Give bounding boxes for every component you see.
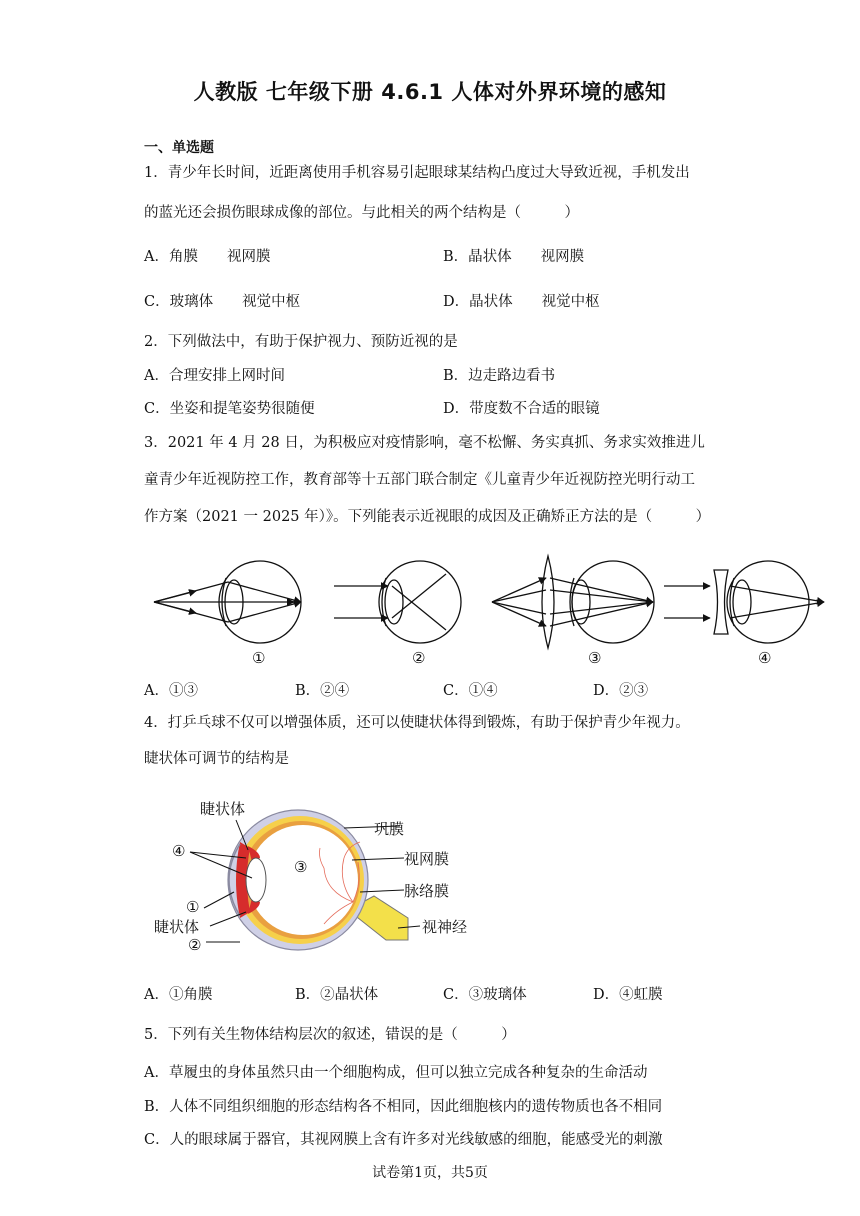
q4-option-a: A．①角膜 [144,987,213,1003]
q1-option-a: A．角膜 视网膜 [144,249,271,265]
figure-label-3: ③ [588,649,602,667]
q3-option-c: C．①④ [443,683,498,699]
q3-option-b: B．②④ [295,683,350,699]
q2-option-b: B．边走路边看书 [443,368,556,384]
label-sclera: 巩膜 [374,820,405,838]
eye-diagram-4 [664,561,824,643]
eyeball-structure-figure [148,792,488,974]
figure-label-1: ① [252,649,266,667]
q2-option-c: C．坐姿和提笔姿势很随便 [144,401,315,417]
question-3-line-3: 作方案（2021 一 2025 年）》。下列能表示近视眼的成因及正确矫正方法的是（ ） [144,509,711,525]
question-3-line-1: 3．2021 年 4 月 28 日，为积极应对疫情影响，毫不松懈、务实真抓、务求实效推进儿 [144,435,705,451]
q1-option-d: D．晶状体 视觉中枢 [443,294,600,310]
label-optic-nerve: 视神经 [422,918,468,936]
eye-diagram-3 [492,556,654,648]
figure-label-2: ② [412,649,426,667]
question-1-line-1: 1．青少年长时间，近距离使用手机容易引起眼球某结构凸度过大导致近视，手机发出 [144,165,690,181]
question-5-line-1: 5．下列有关生物体结构层次的叙述，错误的是（ ） [144,1027,516,1043]
q2-option-a: A．合理安排上网时间 [144,368,285,384]
label-number-4: ④ [172,842,186,860]
question-3-line-2: 童青少年近视防控工作，教育部等十五部门联合制定《儿童青少年近视防控光明行动工 [144,472,695,488]
label-ciliary-body-top: 睫状体 [200,800,246,818]
label-retina: 视网膜 [404,850,450,868]
label-number-1: ① [186,898,200,916]
label-number-2: ② [188,936,202,954]
page-footer: 试卷第1页，共5页 [372,1165,488,1181]
section-heading: 一、单选题 [144,140,214,156]
page-title: 人教版 七年级下册 4.6.1 人体对外界环境的感知 [193,80,667,104]
q5-option-b: B．人体不同组织细胞的形态结构各不相同，因此细胞核内的遗传物质也各不相同 [144,1099,663,1115]
label-ciliary-body-bottom: 睫状体 [154,918,200,936]
q1-option-b: B．晶状体 视网膜 [443,249,585,265]
question-1-line-2: 的蓝光还会损伤眼球成像的部位。与此相关的两个结构是（ ） [144,205,579,221]
q5-option-a: A．草履虫的身体虽然只由一个细胞构成，但可以独立完成各种复杂的生命活动 [144,1065,648,1081]
label-choroid: 脉络膜 [404,882,450,900]
question-4-line-2: 睫状体可调节的结构是 [144,751,289,767]
q3-option-d: D．②③ [593,683,649,699]
q2-option-d: D．带度数不合适的眼镜 [443,401,600,417]
q4-option-c: C．③玻璃体 [443,987,527,1003]
q5-option-c: C．人的眼球属于器官，其视网膜上含有许多对光线敏感的细胞，能感受光的刺激 [144,1132,663,1148]
label-number-3: ③ [294,858,308,876]
question-4-line-1: 4．打乒乓球不仅可以增强体质，还可以使睫状体得到锻炼，有助于保护青少年视力。 [144,715,690,731]
q1-option-c: C．玻璃体 视觉中枢 [144,294,301,310]
q4-option-b: B．②晶状体 [295,987,379,1003]
q3-option-a: A．①③ [144,683,198,699]
eye-diagram-1 [154,561,301,643]
q4-option-d: D．④虹膜 [593,987,663,1003]
figure-label-4: ④ [758,649,772,667]
eye-diagrams-figure [148,548,828,670]
question-2-line-1: 2．下列做法中，有助于保护视力、预防近视的是 [144,334,458,350]
eye-diagram-2 [334,561,461,643]
